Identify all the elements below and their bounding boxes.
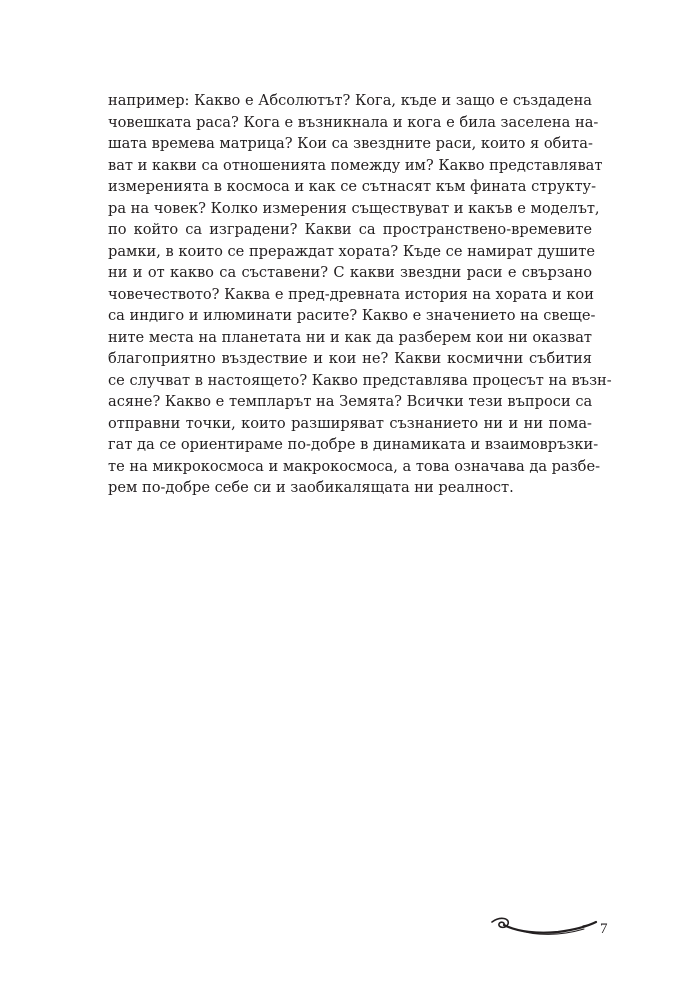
flourish-ornament-icon <box>488 912 600 940</box>
text-line: гат да се ориентираме по-добре в динамиката и взаимовръзки- <box>108 436 599 453</box>
text-line: асяне? Какво е темпларът на Земята? Всички тези въпроси са <box>108 393 593 410</box>
text-line: измеренията в космоса и как се сътнасят към фината структу- <box>108 178 597 195</box>
text-line: човешката раса? Кога е възникнала и кога е била заселена на- <box>108 113 599 131</box>
text-line: ват и какви са отношенията помежду им? Какво представляват <box>108 156 603 174</box>
text-line: те на микрокосмоса и макрокосмоса, а това означава да разбе- <box>108 457 601 475</box>
text-line: са индиго и илюминати расите? Какво е значението на свеще- <box>108 307 596 324</box>
text-line: шата времева матрица? Кои са звездните раси, които я обита- <box>108 135 593 152</box>
page-number: 7 <box>600 921 608 937</box>
text-line: рамки, в които се прераждат хората? Къде се намират душите <box>108 242 595 260</box>
text-line: човечеството? Каква е пред-древната история на хората и кои <box>108 285 594 303</box>
text-line: по който са изградени? Какви са пространствено-времевите <box>108 221 592 238</box>
text-line: ните места на планетата ни и как да разберем кои ни оказват <box>108 328 592 346</box>
body-paragraph <box>108 90 612 499</box>
text-line: ни и от какво са съставени? С какви звездни раси е свързано <box>108 264 592 281</box>
text-line: ра на човек? Колко измерения съществуват и какъв е моделът, <box>108 199 600 217</box>
text-line: благоприятно въздествие и кои не? Какви космични събития <box>108 350 592 367</box>
text-line: например: Какво е Абсолютът? Кога, къде и защо е създадена <box>108 92 592 109</box>
text-line: отправни точки, които разширяват съзнанието ни и ни пома- <box>108 414 592 432</box>
text-line: рем по-добре себе си и заобикалящата ни реалност. <box>108 479 514 496</box>
text-line: се случват в настоящето? Какво представлява процесът на възн- <box>108 371 612 389</box>
